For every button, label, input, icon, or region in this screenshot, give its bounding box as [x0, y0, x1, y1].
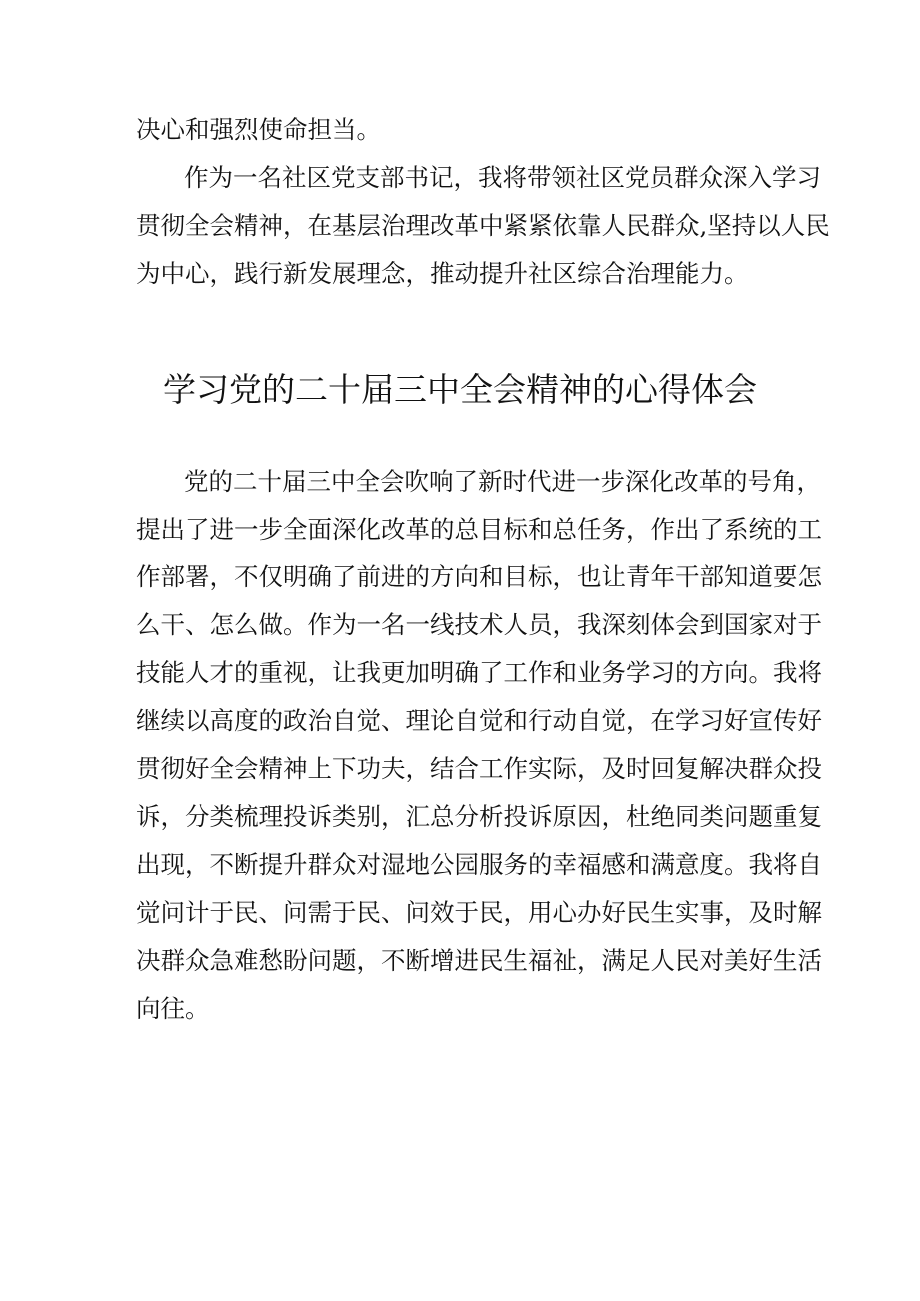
paragraph-line: 觉问计于民、问需于民、问效于民，用心办好民生实事，及时解: [136, 898, 822, 927]
paragraph-line: 提出了进一步全面深化改革的总目标和总任务，作出了系统的工: [136, 515, 822, 544]
paragraph-line: 技能人才的重视，让我更加明确了工作和业务学习的方向。我将: [136, 658, 822, 687]
paragraph-line: 决群众急难愁盼问题，不断增进民生福祉，满足人民对美好生活: [136, 946, 822, 975]
paragraph-line: 作为一名社区党支部书记，我将带领社区党员群众深入学习: [184, 163, 821, 192]
paragraph-line: 么干、怎么做。作为一名一线技术人员，我深刻体会到国家对于: [136, 610, 822, 639]
article-title: 学习党的二十届三中全会精神的心得体会: [163, 370, 757, 409]
paragraph-line: 出现，不断提升群众对湿地公园服务的幸福感和满意度。我将自: [136, 850, 822, 879]
paragraph-line: 作部署，不仅明确了前进的方向和目标，也让青年干部知道要怎: [136, 562, 822, 591]
paragraph-line: 为中心，践行新发展理念，推动提升社区综合治理能力。: [136, 259, 749, 288]
paragraph-line: 贯彻全会精神，在基层治理改革中紧紧依靠人民群众,坚持以人民: [136, 211, 830, 240]
paragraph-line: 决心和强烈使命担当。: [136, 115, 381, 144]
paragraph-line: 诉，分类梳理投诉类别，汇总分析投诉原因，杜绝同类问题重复: [136, 802, 822, 831]
paragraph-line: 向往。: [136, 994, 210, 1023]
paragraph-line: 党的二十届三中全会吹响了新时代进一步深化改革的号角，: [184, 467, 821, 496]
paragraph-line: 继续以高度的政治自觉、理论自觉和行动自觉，在学习好宣传好: [136, 706, 822, 735]
paragraph-line: 贯彻好全会精神上下功夫，结合工作实际，及时回复解决群众投: [136, 754, 822, 783]
